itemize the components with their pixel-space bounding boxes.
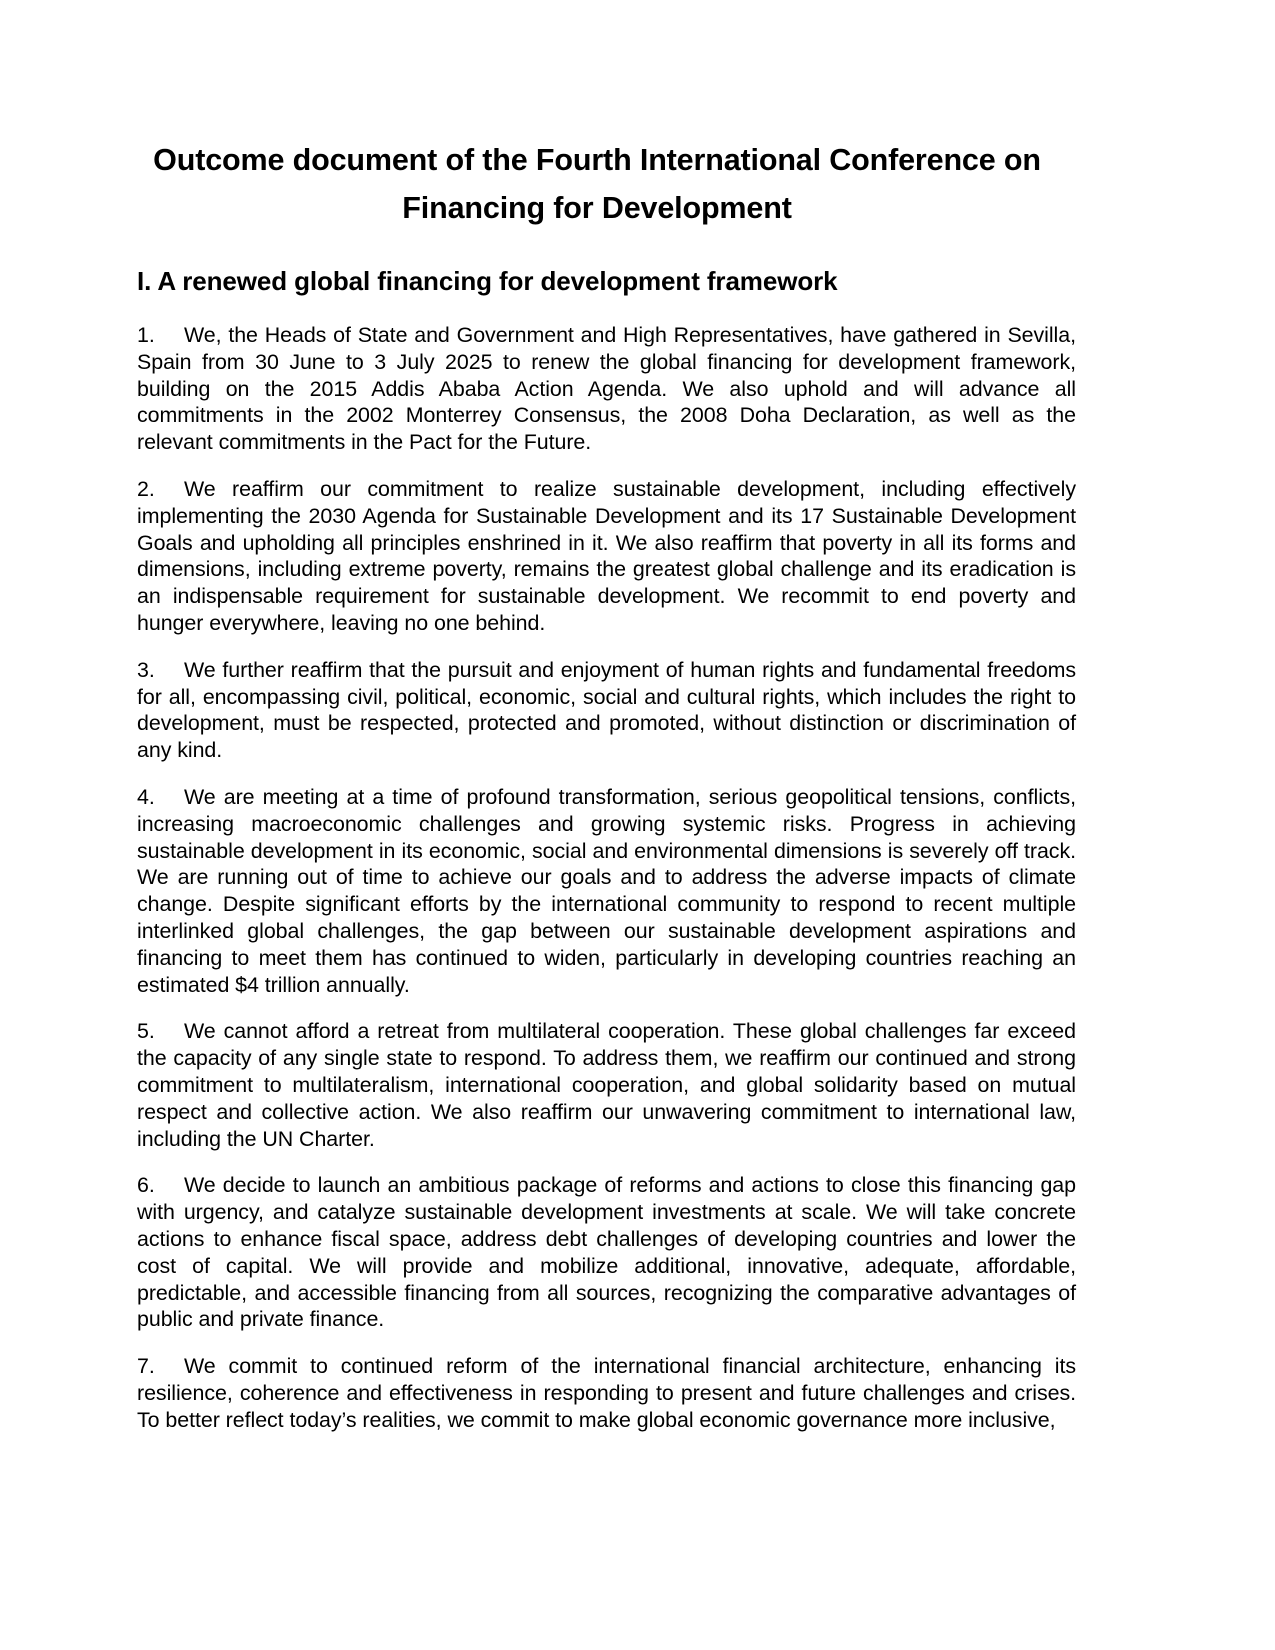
paragraph-text: We commit to continued reform of the international financial architecture, enhancing its resilience, coherence and effectiveness in responding to present and future challenges and crises. To better reflect today’s realities, we commit to make global economic governance more inclusive, [137, 1354, 1076, 1432]
paragraph-number: 7. [137, 1354, 155, 1379]
paragraph-3 [137, 657, 1076, 764]
page-title-line-2: Financing for Development [402, 191, 792, 225]
paragraph-number: 3. [137, 657, 155, 682]
paragraph-4 [137, 784, 1076, 998]
paragraph-number: 4. [137, 784, 155, 809]
paragraph-5 [137, 1018, 1076, 1152]
paragraph-list [137, 297, 1076, 1433]
paragraph-7 [137, 1353, 1076, 1433]
paragraph-number: 1. [137, 323, 155, 347]
paragraph-1 [137, 322, 1076, 456]
section-heading-block [137, 232, 1076, 297]
document-title-block [137, 0, 1076, 232]
paragraph-6 [137, 1172, 1076, 1333]
paragraph-number: 2. [137, 476, 155, 501]
page-title-line-1: Outcome document of the Fourth International Conference on [153, 143, 1041, 177]
paragraph-text: We, the Heads of State and Government and High Representatives, have gathered in Sevilla, Spain from 30 June to 3 July 2025 to renew the global financing for development framework, building on the 2015 Addis Ababa Action Agenda. We also uphold and will advance all commitments in the 2002 Monterrey Consensus, the 2008 Doha Declaration, as well as the relevant commitments in the Pact for the Future. [137, 323, 1076, 455]
paragraph-2 [137, 476, 1076, 637]
section-heading-i: I. A renewed global financing for development framework [137, 266, 838, 296]
document-content [137, 0, 1076, 1433]
paragraph-text: We cannot afford a retreat from multilateral cooperation. These global challenges far exceed the capacity of any single state to respond. To address them, we reaffirm our continued and strong commitment to multilateralism, international cooperation, and global solidarity based on mutual respect and collective action. We also reaffirm our unwavering commitment to international law, including the UN Charter. [137, 1019, 1076, 1151]
paragraph-number: 6. [137, 1173, 155, 1198]
paragraph-text: We decide to launch an ambitious package of reforms and actions to close this financing gap with urgency, and catalyze sustainable development investments at scale. We will take concrete actions to enhance fiscal space, address debt challenges of developing countries and lower the cost of capital. We will provide and mobilize additional, innovative, adequate, affordable, predictable, and accessible financing from all sources, recognizing the comparative advantages of public and private finance. [137, 1173, 1076, 1332]
paragraph-text: We further reaffirm that the pursuit and enjoyment of human rights and fundamental freedoms for all, encompassing civil, political, economic, social and cultural rights, which includes the right to development, must be respected, protected and promoted, without distinction or discrimination of any kind. [137, 657, 1076, 763]
paragraph-text: We reaffirm our commitment to realize sustainable development, including effectively implementing the 2030 Agenda for Sustainable Development and its 17 Sustainable Development Goals and upholding all principles enshrined in it. We also reaffirm that poverty in all its forms and dimensions, including extreme poverty, remains the greatest global challenge and its eradication is an indispensable requirement for sustainable development. We recommit to end poverty and hunger everywhere, leaving no one behind. [137, 476, 1076, 635]
paragraph-text: We are meeting at a time of profound transformation, serious geopolitical tensions, conflicts, increasing macroeconomic challenges and growing systemic risks. Progress in achieving sustainable development in its economic, social and environmental dimensions is severely off track. We are running out of time to achieve our goals and to address the adverse impacts of climate change. Despite significant efforts by the international community to respond to recent multiple interlinked global challenges, the gap between our sustainable development aspirations and financing to meet them has continued to widen, particularly in developing countries reaching an estimated $4 trillion annually. [137, 784, 1076, 997]
paragraph-number: 5. [137, 1019, 155, 1044]
